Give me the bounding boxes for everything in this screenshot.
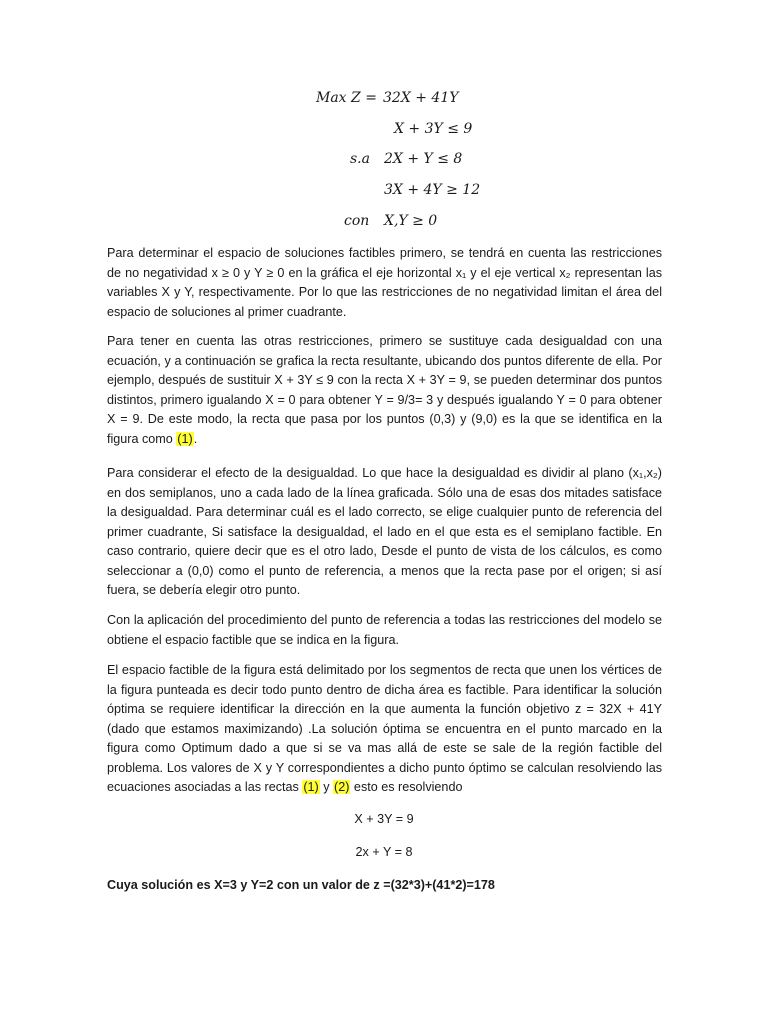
constraint-1: X + 3Y ≤ 9 <box>394 121 473 137</box>
con-label: con <box>344 213 370 229</box>
nonnegativity-constraint: X,Y ≥ 0 <box>384 213 438 229</box>
paragraph-nonnegativity: Para determinar el espacio de soluciones factibles primero, se tendrá en cuenta las restricciones de no negatividad x ≥ 0 y Y ≥ 0 en la gráfica el eje horizontal x₁ y el eje vertical x₂ representan las variables X y Y, respectivamente. Por lo que las restricciones de no negatividad limitan el área del espacio de soluciones al primer cuadrante. <box>107 246 662 319</box>
highlight-label-1: (1) <box>177 431 193 446</box>
objective-expression: 32X + 41Y <box>383 90 459 106</box>
highlight-label-1: (1) <box>303 780 319 794</box>
solution-conclusion: Cuya solución es X=3 y Y=2 con un valor de z =(32*3)+(41*2)=178 <box>107 878 495 892</box>
paragraph-text: y <box>319 780 334 794</box>
constraint-2: 2X + Y ≤ 8 <box>384 151 463 167</box>
paragraph-inequality-effect: Para considerar el efecto de la desigualdad. Lo que hace la desigualdad es dividir al plano (x₁,x₂) en dos semiplanos, uno a cada lado de la línea graficada. Sólo una de esas dos mitades satisface la desigualdad. Para determinar cuál es el lado correcto, se elige cualquier punto de referencia del primer cuadrante, Si satisface la desigualdad, el lado en el que esta es el semiplano factible. En caso contrario, quiere decir que es el otro lado, Desde el punto de vista de los cálculos, es como seleccionar a (0,0) como el punto de referencia, a menos que la recta pase por el origen; si así fuera, se debería elegir otro punto. <box>107 466 662 597</box>
paragraph-text: Para tener en cuenta las otras restricciones, primero se sustituye cada desigualdad con una ecuación, y a continuación se grafica la recta resultante, ubicando dos puntos diferente de ella. Por ejemplo, después de sustituir X + 3Y ≤ 9 con la recta X + 3Y = 9, se pueden determinar dos puntos distintos, primero igualando X = 0 para obtener Y = 9/3= 3 y después igualando Y = 0 para obtener X = 9. De este modo, la recta que pasa por los puntos (0,3) y (9,0) es la que se identifica en la figura como <box>107 334 662 446</box>
paragraph-optimal-solution <box>107 661 662 798</box>
paragraph-text: esto es resolviendo <box>350 780 463 794</box>
constraint-3: 3X + 4Y ≥ 12 <box>384 182 481 198</box>
subject-to-label: s.a <box>350 151 370 167</box>
equation-2: 2x + Y = 8 <box>355 845 413 859</box>
paragraph-text: El espacio factible de la figura está delimitado por los segmentos de recta que unen los vértices de la figura punteada es decir todo punto dentro de dicha área es factible. Para identificar la solución óptima se requiere identificar la dirección en la que aumenta la función objetivo z = 32X + 41Y (dado que estamos maximizando) .La solución óptima se encuentra en el punto marcado en la figura como Optimum dado a que si se va mas allá de este se sale de la región factible del problema. Los valores de X y Y correspondientes a dicho punto óptimo se calculan resolviendo las ecuaciones asociadas a las rectas <box>107 663 662 794</box>
paragraph-constraints <box>107 332 662 449</box>
objective-label: Max Z = <box>316 90 377 106</box>
highlight-label-2: (2) <box>334 780 350 794</box>
paragraph-reference-point: Con la aplicación del procedimiento del punto de referencia a todas las restricciones del modelo se obtiene el espacio factible que se indica en la figura. <box>107 613 662 647</box>
equation-1: X + 3Y = 9 <box>354 812 414 826</box>
paragraph-text: . <box>193 431 198 446</box>
